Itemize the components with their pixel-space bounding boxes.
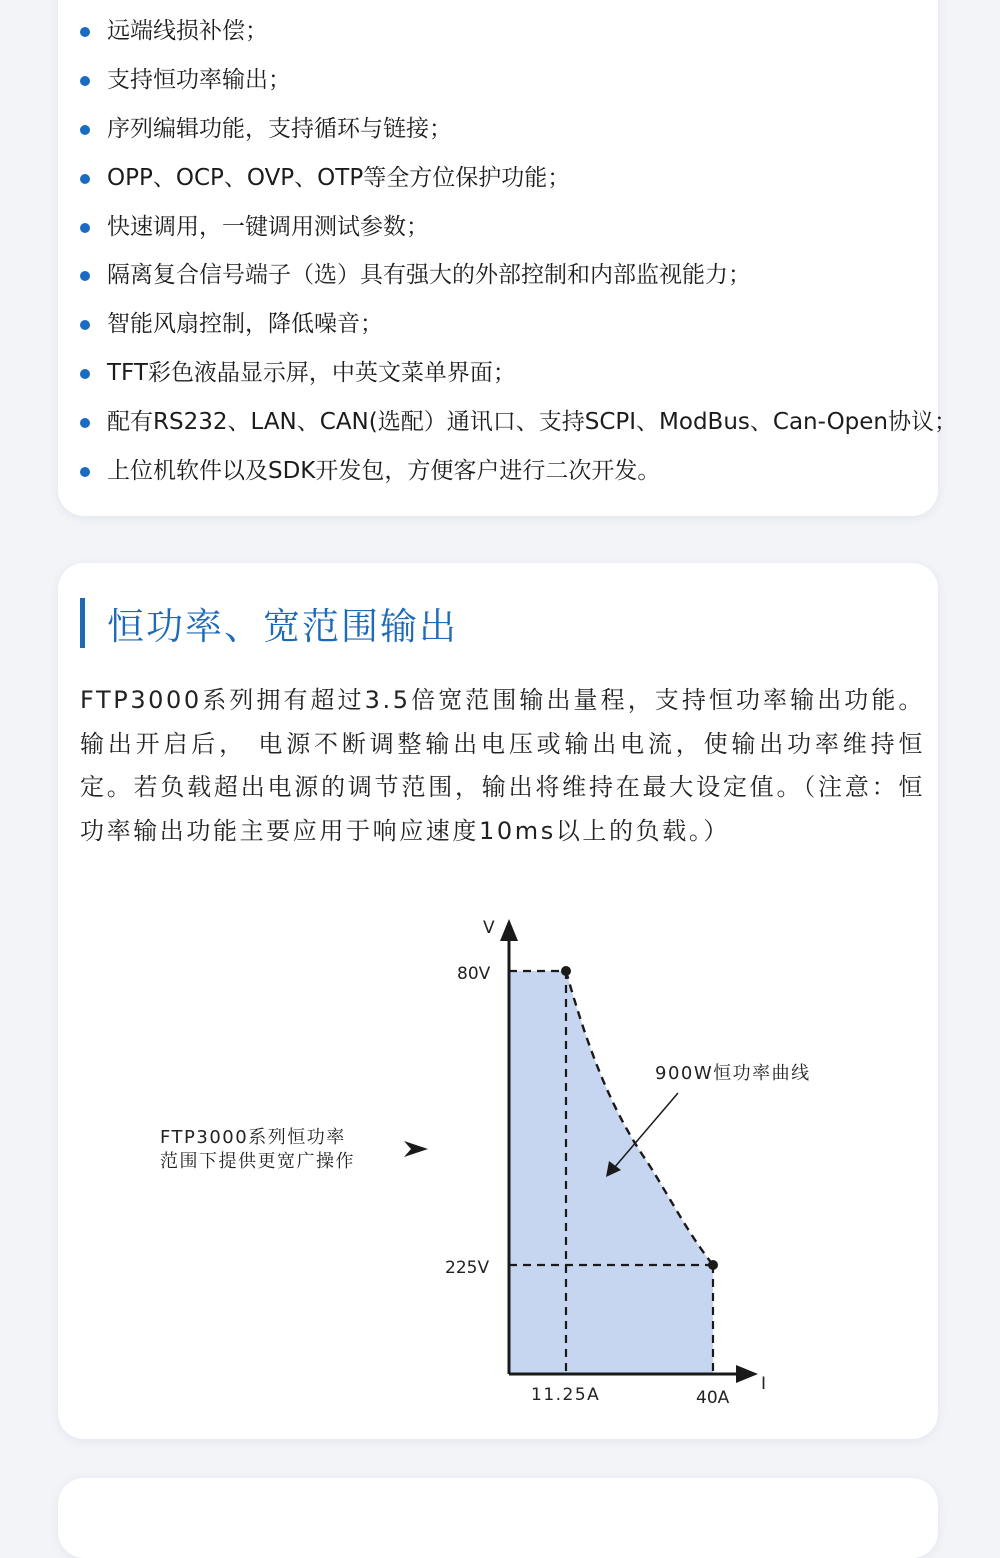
feature-text: 远端线损补偿；: [107, 18, 268, 44]
constant-power-card: [58, 563, 938, 1439]
feature-item: [80, 204, 957, 253]
bullet-dot-icon: [80, 369, 90, 379]
v-min-label: 225V: [445, 1258, 490, 1278]
bullet-dot-icon: [80, 320, 90, 330]
constant-power-diagram: [58, 913, 938, 1423]
feature-text: 智能风扇控制，降低噪音；: [107, 311, 383, 338]
feature-text: 上位机软件以及SDK开发包，方便客户进行二次开发。: [107, 458, 661, 485]
y-axis-label: V: [483, 918, 495, 938]
bullet-dot-icon: [80, 125, 90, 135]
features-card: [58, 0, 958, 516]
curve-start-point: [561, 966, 571, 976]
feature-item: [80, 252, 957, 301]
feature-item: [80, 57, 957, 106]
bullet-dot-icon: [80, 418, 90, 428]
note-line-1: FTP3000系列恒功率: [160, 1127, 346, 1148]
bullet-dot-icon: [80, 271, 90, 281]
bullet-dot-icon: [80, 223, 90, 233]
note-line-2: 范围下提供更宽广操作: [160, 1151, 355, 1172]
feature-text: 支持恒功率输出；: [107, 66, 291, 93]
curve-label: 900W恒功率曲线: [655, 1063, 811, 1084]
feature-item: [80, 448, 957, 497]
section-description: FTP3000系列拥有超过3.5倍宽范围输出量程，支持恒功率输出功能。输出开启后， 电源不断调整输出电压或输出电流，使输出功率维持恒定。若负载超出电源的调节范围，输出将维持在最大设定值。（注意：恒功率输出功能主要应用于响应速度10ms以上的负载。）: [80, 686, 925, 845]
feature-item: [80, 155, 957, 204]
curve-end-point: [708, 1260, 718, 1270]
next-card: [58, 1478, 938, 1558]
note-arrow-icon: [404, 1141, 428, 1157]
x-axis-arrow-icon: [736, 1365, 758, 1383]
x-axis-label: I: [761, 1374, 767, 1394]
bullet-dot-icon: [80, 76, 90, 86]
i-min-label: 11.25A: [531, 1385, 601, 1405]
i-max-label: 40A: [696, 1388, 730, 1408]
feature-item: [80, 350, 957, 399]
feature-item: [80, 8, 957, 57]
feature-item: [80, 301, 957, 350]
v-max-label: 80V: [457, 964, 491, 984]
bullet-dot-icon: [80, 27, 90, 37]
y-axis-arrow-icon: [500, 919, 518, 941]
feature-list: [80, 8, 957, 497]
heading-accent-bar: [80, 598, 85, 648]
feature-text: 序列编辑功能，支持循环与链接；: [107, 115, 452, 142]
section-heading: [80, 598, 458, 648]
bullet-dot-icon: [80, 174, 90, 184]
feature-item: [80, 399, 957, 448]
feature-item: [80, 106, 957, 155]
bullet-dot-icon: [80, 467, 90, 477]
feature-text: 配有RS232、LAN、CAN(选配）通讯口、支持SCPI、ModBus、Can-Open协议；: [107, 409, 958, 436]
feature-text: 隔离复合信号端子（选）具有强大的外部控制和内部监视能力；: [107, 262, 751, 289]
feature-text: 快速调用，一键调用测试参数；: [107, 213, 429, 240]
section-title: 恒功率、宽范围输出: [107, 605, 458, 648]
feature-text: TFT彩色液晶显示屏，中英文菜单界面；: [107, 360, 516, 387]
feature-text: OPP、OCP、OVP、OTP等全方位保护功能；: [107, 164, 571, 191]
